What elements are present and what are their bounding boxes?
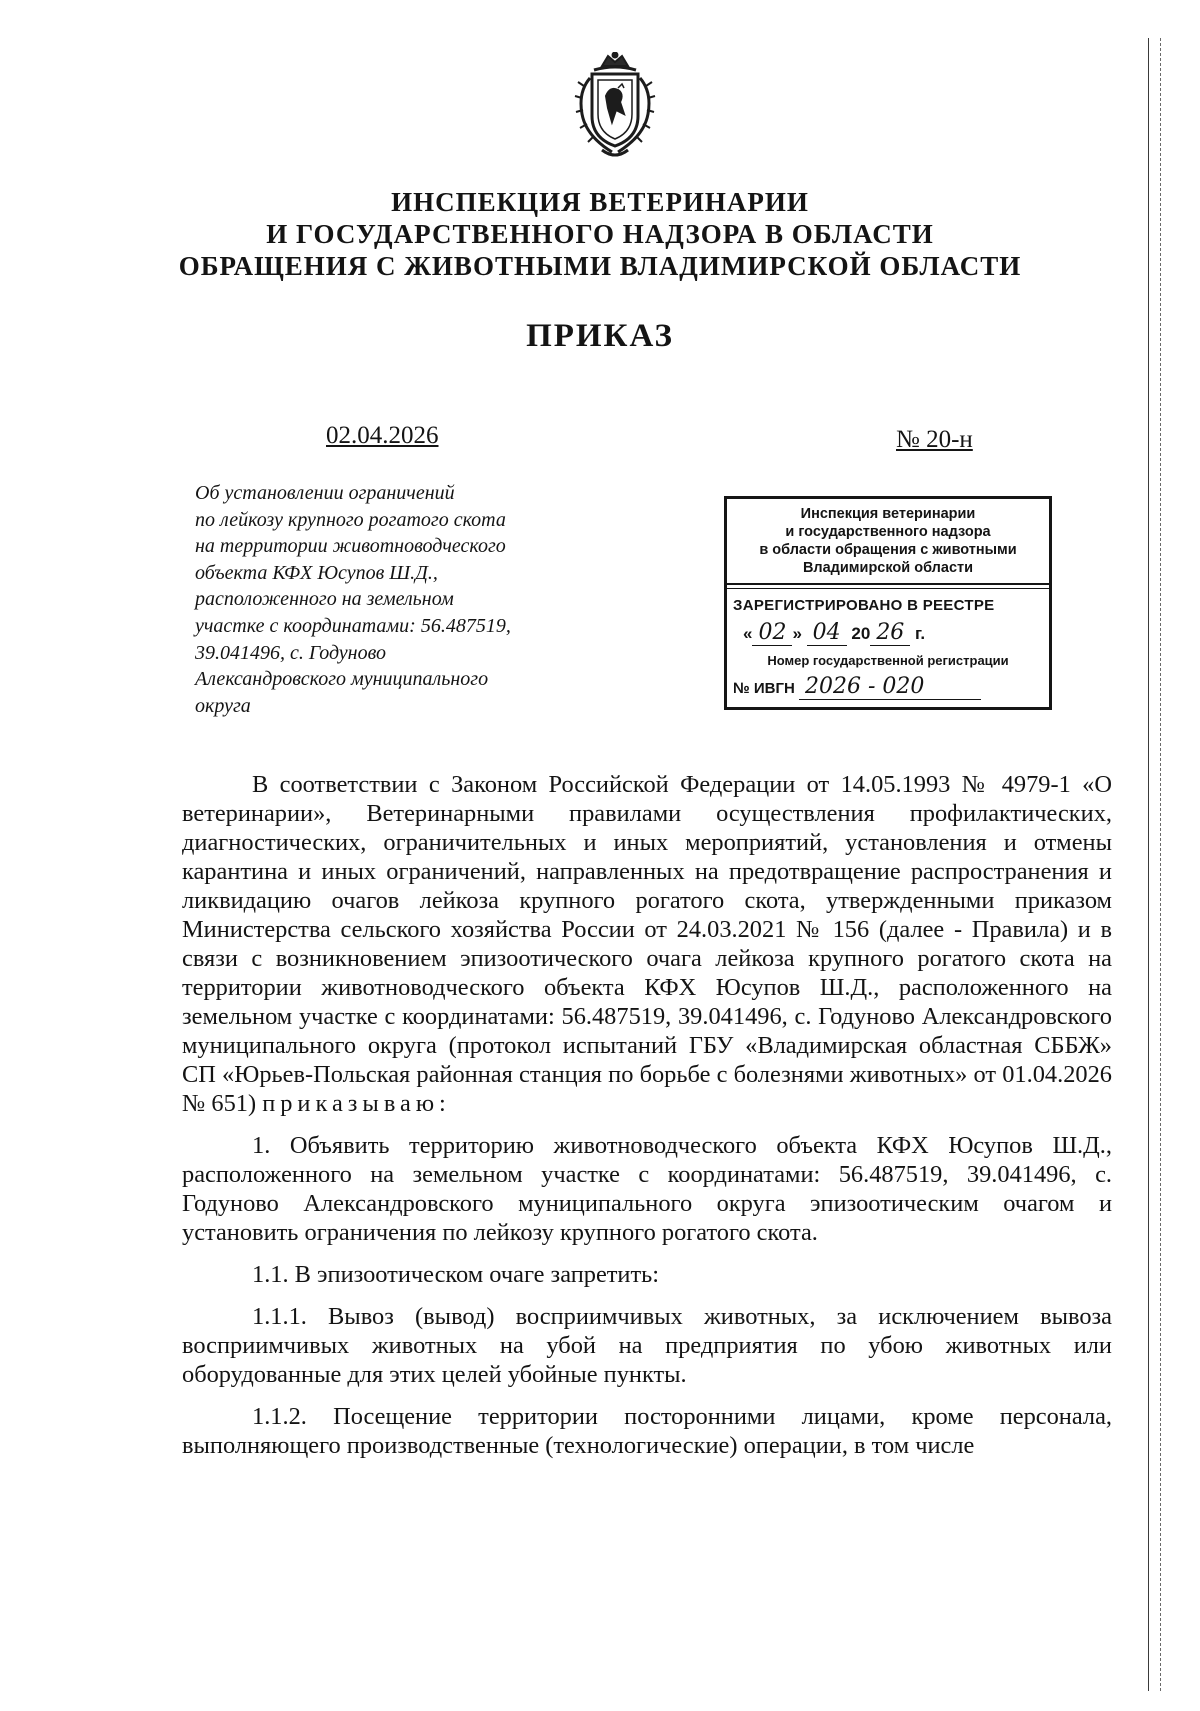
page-edge-line [1148,38,1149,1691]
stamp-header-line: Владимирской области [802,560,974,576]
organization-title-line: И ГОСУДАРСТВЕННОГО НАДЗОРА В ОБЛАСТИ [266,219,934,249]
document-number: № 20-н [896,426,973,453]
organization-title-line: ОБРАЩЕНИЯ С ЖИВОТНЫМИ ВЛАДИМИРСКОЙ ОБЛАСТИ [178,251,1022,281]
stamp-year-suffix: 26 [870,620,910,646]
stamp-year-prefix: 20 [851,624,871,643]
subject-line: 39.041496, с. Годуново [195,641,387,664]
organization-title [120,186,1080,282]
order-item: 1. Объявить территорию животноводческого объекта КФХ Юсупов Ш.Д., расположенного на земельном участке с координатами: 56.487519, 39.041496, с. Годуново Александровского муниципального округа эпизоотическим очагом и установить ограничения по лейкозу крупного рогатого скота. [182,1132,1112,1246]
decree-word: приказываю: [262,1090,451,1117]
subject-line: Александровского муниципального [195,668,489,691]
subject-line: округа [195,694,251,717]
stamp-header-line: в области обращения с животными [759,542,1017,558]
stamp-regnum-prefix: № ИВГН [733,680,795,697]
subject-line: по лейкозу крупного рогатого скота [195,508,506,531]
order-body [182,770,1112,1460]
subject-line: Об установлении ограничений [195,482,455,504]
page-edge-line [1160,38,1161,1691]
stamp-regnum-value: 2026 - 020 [799,674,981,700]
subject-line: объекта КФХ Юсупов Ш.Д., [195,561,438,584]
stamp-year-end: г. [915,624,926,643]
coat-of-arms-emblem [572,52,658,162]
stamp-regnum [733,674,1043,700]
preamble-text: В соответствии с Законом Российской Федерации от 14.05.1993 № 4979-1 «О ветеринарии», Ветеринарными правилами осуществления профилактических, диагностических, ограничительных и иных мероприятий, установления и отмены карантина и иных ограничений, направленных на предотвращение распространения и ликвидацию очагов лейкоза крупного рогатого скота, утвержденными приказом Министерства сельского хозяйства России от 24.03.2021 № 156 (далее - Правила) и в связи с возникновением эпизоотического очага лейкоза крупного рогатого скота на территории животноводческого объекта КФХ Юсупов Ш.Д., расположенного на земельном участке с координатами: 56.487519, 39.041496, с. Годуново Александровского муниципального округа (протокол испытаний ГБУ «Владимирская областная СББЖ» СП «Юрьев-Польская районная станция по борьбе с болезнями животных» от 01.04.2026 № 651) [182,771,1112,1117]
document-date: 02.04.2026 [326,422,439,449]
order-item: 1.1.2. Посещение территории посторонними лицами, кроме персонала, выполняющего производственные (технологические) операции, в том числе [182,1403,1112,1459]
organization-title-line: ИНСПЕКЦИЯ ВЕТЕРИНАРИИ [391,187,809,217]
subject-line: участке с координатами: 56.487519, [195,614,511,637]
document-type-title: ПРИКАЗ [526,318,674,354]
stamp-header [727,499,1049,585]
stamp-regnum-label: Номер государственной регистрации [767,653,1009,668]
preamble-paragraph [182,770,1112,1118]
subject-line: расположенного на земельном [195,588,454,611]
order-item: 1.1. В эпизоотическом очаге запретить: [252,1261,660,1288]
stamp-registered-label: ЗАРЕГИСТРИРОВАНО В РЕЕСТРЕ [733,597,995,614]
stamp-date: « 02 » 04 20 26 г. [743,620,926,645]
registration-stamp [724,496,1052,710]
stamp-header-line: и государственного надзора [785,524,991,540]
order-item: 1.1.1. Вывоз (вывод) восприимчивых животных, за исключением вывоза восприимчивых животных на убой на предприятия по убою животных или оборудованные для этих целей убойные пункты. [182,1303,1112,1388]
subject-line: на территории животноводческого [195,535,506,558]
stamp-month: 04 [807,620,847,646]
order-subject [195,480,595,719]
stamp-header-line: Инспекция ветеринарии [800,506,976,522]
stamp-body [727,588,1049,700]
stamp-day: 02 [752,620,792,646]
